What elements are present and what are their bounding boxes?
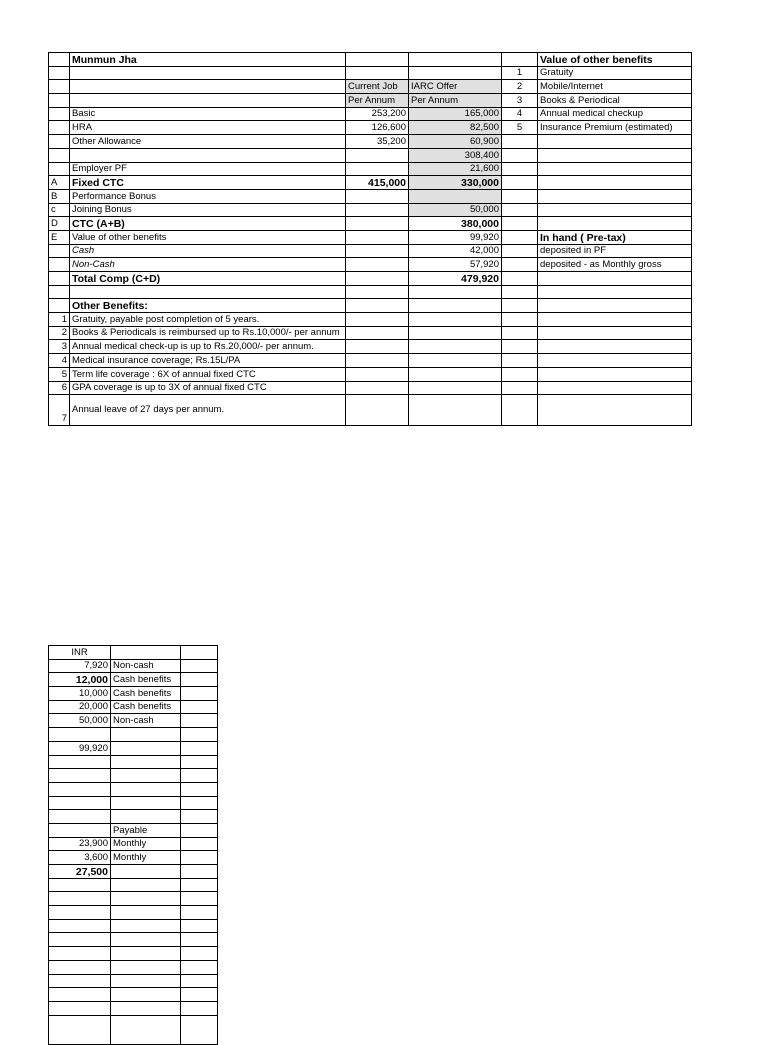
list-item: 4 Medical insurance coverage; Rs.15L/PA [49,354,692,368]
list-item: 3 Annual medical check-up is up to Rs.20,000/- per annum. [49,340,692,354]
table-row: Total Comp (C+D) 479,920 [49,272,692,286]
table-row: 3,600 Monthly [49,851,218,865]
list-item: 5 Term life coverage : 6X of annual fixed CTC [49,367,692,381]
table-row: A Fixed CTC 415,000 330,000 [49,176,692,190]
benefit-item: Books & Periodical [538,94,692,108]
benefits-calc-sheet [48,645,218,1045]
table-row: 20,000 Cash benefits [49,700,218,714]
payable-total: 27,500 [49,865,111,879]
list-item: 2 Books & Periodicals is reimbursed up to Rs.10,000/- per annum [49,326,692,340]
table-row: Cash 42,000 deposited in PF [49,244,692,258]
payable-header: Payable [111,823,181,837]
benefit-item: Mobile/Internet [538,80,692,94]
list-item: 1 Gratuity, payable post completion of 5 years. [49,313,692,327]
table-row: 7,920 Non-cash [49,659,218,673]
table-row: E Value of other benefits 99,920 In hand ( Pre-tax) [49,230,692,244]
table-row: Basic 253,200 165,000 4 Annual medical checkup [49,107,692,121]
table-row: Non-Cash 57,920 deposited - as Monthly gross [49,258,692,272]
table-row: Employer PF 21,600 [49,162,692,176]
table-row: 10,000 Cash benefits [49,687,218,701]
benefit-item: Gratuity [538,66,692,80]
benefit-item: Insurance Premium (estimated) [538,121,692,135]
table-row: B Performance Bonus [49,189,692,203]
list-item: 6 GPA coverage is up to 3X of annual fixed CTC [49,381,692,395]
currency-label: INR [49,646,111,660]
table-row: 23,900 Monthly [49,837,218,851]
table-row: Other Allowance 35,200 60,900 [49,135,692,149]
table-row: 12,000 Cash benefits [49,673,218,687]
table-row [49,741,218,755]
table-row: c Joining Bonus 50,000 [49,203,692,217]
list-item: 7 Annual leave of 27 days per annum. [49,395,692,426]
benefits-header: Value of other benefits [538,53,692,67]
table-row: 308,400 [49,148,692,162]
benefit-item: Annual medical checkup [538,107,692,121]
in-hand-header: In hand ( Pre-tax) [538,230,692,244]
other-benefits-title: Other Benefits: [70,299,346,313]
benefits-total: 99,920 [49,741,111,755]
col-current-header: Current Job [346,80,409,94]
col-offer-header: IARC Offer [409,80,502,94]
table-row: HRA 126,600 82,500 5 Insurance Premium (estimated) [49,121,692,135]
table-row: 50,000 Non-cash [49,714,218,728]
table-row [49,865,218,879]
compensation-sheet: Munmun Jha Value of other benefits 1 Gratuity Current Job IARC Offer 2 Mobile/Internet Per Annum Per Annum 3 Books & Periodical Basic 253,200 165,000 4 Annual medical checkup HRA 126,600 82,500 5 Insurance Premium (estimated) Other Allowance 35,200 60,900 308,400 Employer PF 21,600 A Fixed CTC 415,000 330,000 B Performance Bonus c Joining Bonus 50,000 D CTC (A+B) 380,000 E Value of other benefits 99,920 In hand ( Pre-tax) Cash 42,000 deposited in PF Non-Cash 57,920 deposited - as Monthly gross Total Comp (C+D) 479,920 Other Benefits: 1 Gratuity, payable post completion of 5 years. 2 Books & Periodicals is reimbursed up to Rs.10,000/- per annum 3 Annual medical check-up is up to Rs.20,000/- per annum. 4 Medical insurance coverage; Rs.15L/PA 5 Term life coverage : 6X of annual fixed CTC 6 GPA coverage is up to 3X of annual fixed CTC 7 Annual leave of 27 days per annum. [48,52,692,426]
table-row: D CTC (A+B) 380,000 [49,217,692,231]
employee-name: Munmun Jha [70,53,346,67]
